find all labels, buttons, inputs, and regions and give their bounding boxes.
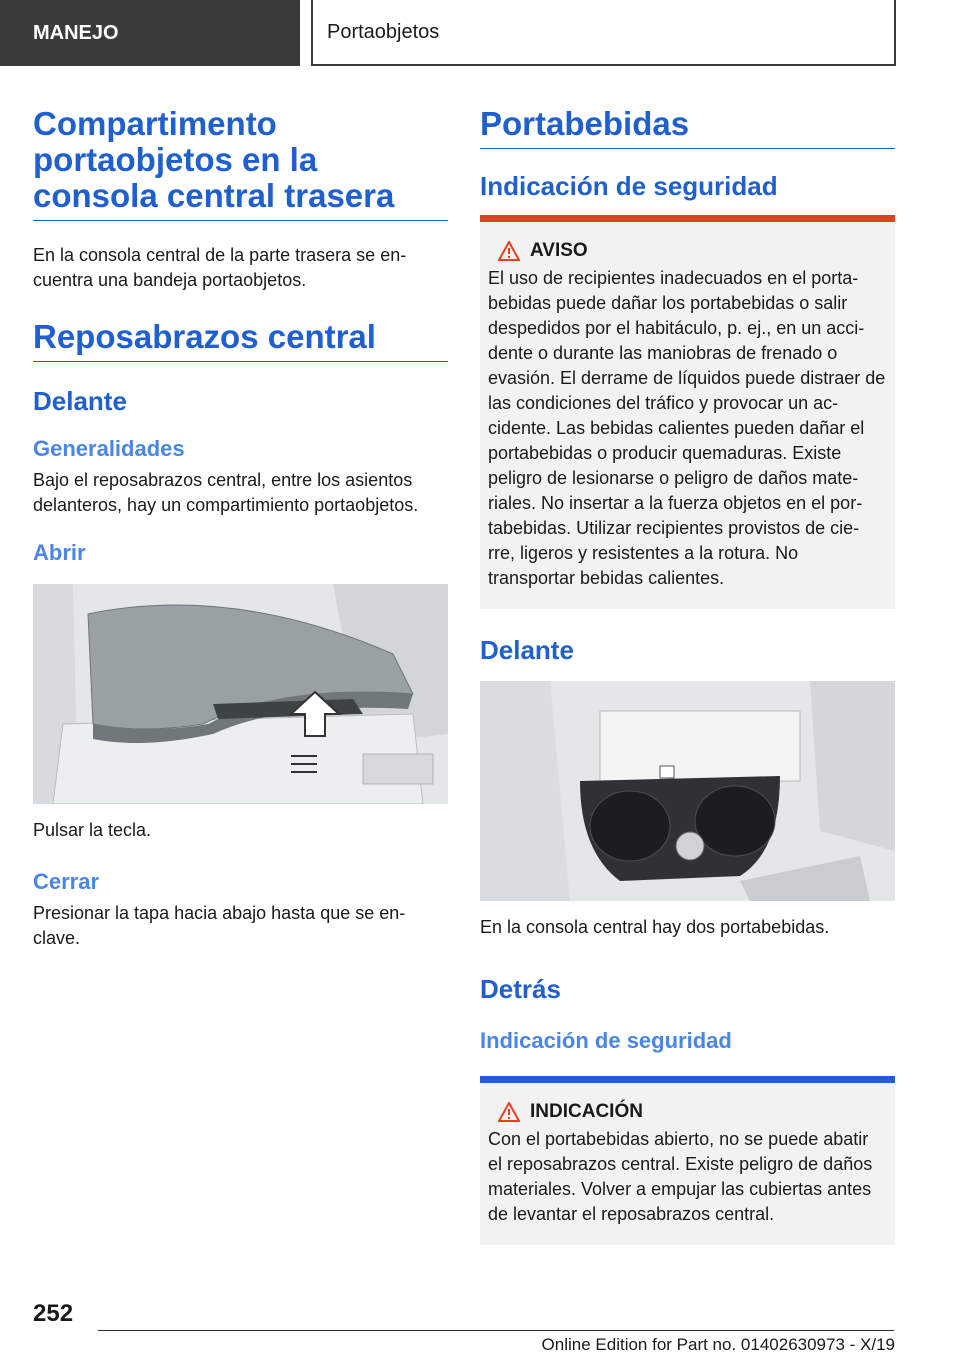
warning-bar: [480, 215, 895, 222]
heading-front-cupholders: Delante: [480, 635, 574, 665]
heading-general: Generalidades: [33, 436, 185, 461]
section-tab: [0, 0, 300, 66]
left-column: [33, 100, 448, 951]
warning-triangle-icon: [498, 1102, 520, 1122]
right-column: [480, 100, 895, 1245]
cupholder-drawing: [480, 681, 895, 901]
paragraph-rear-compartment: En la consola central de la parte trasera se en- cuentra una bandeja portaobjetos.: [33, 245, 407, 290]
warning-label: AVISO: [530, 240, 588, 261]
heading-rear: Detrás: [480, 974, 561, 1004]
note-box: [480, 1083, 895, 1245]
warning-box: [480, 222, 895, 609]
paragraph-general: Bajo el reposabrazos central, entre los asientos delanteros, hay un compartimiento portaobjetos.: [33, 470, 419, 515]
note-bar: [480, 1076, 895, 1083]
note-label: INDICACIÓN: [530, 1101, 643, 1122]
heading-front: Delante: [33, 386, 127, 416]
paragraph-front-cupholders: En la consola central hay dos portabebidas.: [480, 917, 830, 937]
page-number: 252: [33, 1300, 74, 1327]
paragraph-close: Presionar la tapa hacia abajo hasta que se en- clave.: [33, 903, 406, 948]
heading-open: Abrir: [33, 540, 86, 565]
section-label: MANEJO: [33, 21, 119, 44]
heading-rear-compartment: Compartimento portaobjetos en la consola central trasera: [33, 106, 448, 221]
heading-safety-note-rear: Indicación de seguridad: [480, 1028, 732, 1053]
armrest-drawing: [33, 584, 448, 804]
heading-armrest: Reposabrazos central: [33, 319, 448, 362]
paragraph-open: Pulsar la tecla.: [33, 820, 152, 840]
chapter-header: [311, 0, 896, 66]
note-text: Con el portabebidas abierto, no se puede abatir el reposabrazos central. Existe peligro de daños materiales. Volver a empujar las cubiertas antes de levantar el reposabrazos central.: [488, 1129, 873, 1224]
heading-safety-note: Indicación de seguridad: [480, 171, 778, 201]
chapter-label: Portaobjetos: [327, 20, 440, 43]
armrest-illustration: [33, 584, 448, 804]
heading-close: Cerrar: [33, 869, 100, 894]
note-heading: [488, 1101, 887, 1123]
heading-cupholders: Portabebidas: [480, 106, 895, 149]
cupholder-illustration: [480, 681, 895, 901]
warning-triangle-icon: [498, 241, 520, 261]
footer-divider: [98, 1330, 894, 1331]
warning-heading: [488, 240, 887, 262]
footer-edition: Online Edition for Part no. 01402630973 - X/19: [541, 1335, 895, 1354]
warning-text: El uso de recipientes inadecuados en el porta- bebidas puede dañar los portabebidas o salir despedidos por el habitáculo, p. ej., en un acci- dente o durante las maniobras de frenado o evasión. El derrame de líquidos puede distraer de las condiciones del tráfico y provocar un ac- cidente. Las bebidas calientes pueden dañar el portabebidas o producir quemaduras. Existe peligro de lesionarse o peligro de daños mate- riales. No insertar a la fuerza objetos en el por- tabebidas. Utilizar recipientes provistos de cie- rre, ligeros y resistentes a la rotura. No transportar bebidas calientes.: [488, 268, 886, 588]
